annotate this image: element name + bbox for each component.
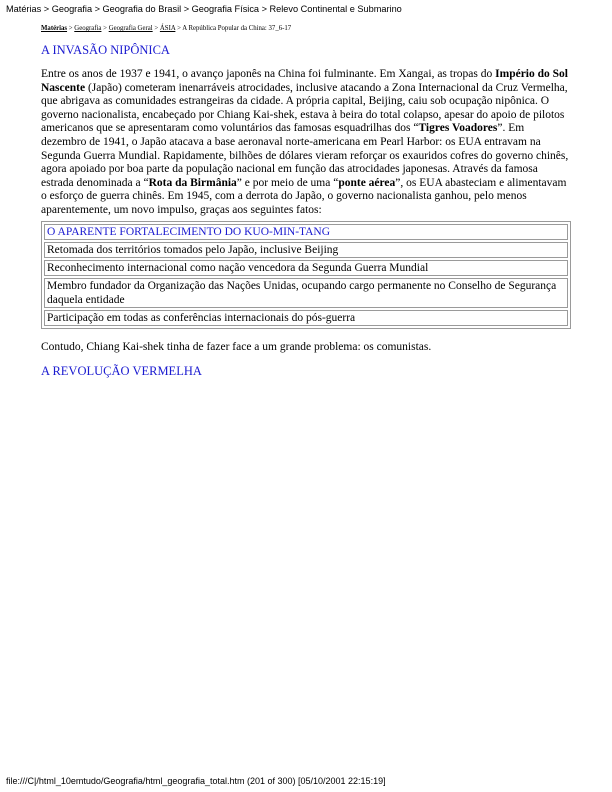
table-header-row <box>44 224 568 240</box>
breadcrumb-separator: > <box>67 25 75 32</box>
main-content <box>41 24 571 379</box>
breadcrumb <box>41 24 571 33</box>
body-paragraph <box>41 68 571 218</box>
breadcrumb-separator: > <box>101 25 109 32</box>
breadcrumb-link-geografia-geral[interactable]: Geografia Geral <box>108 25 153 32</box>
page-footer-url: file:///C|/html_10emtudo/Geografia/html_geografia_total.htm (201 of 300) [05/10/2001 22:15:19] <box>6 776 386 786</box>
table-row <box>44 310 568 326</box>
text-run: Entre os anos de 1937 e 1941, o avanço japonês na China foi fulminante. Em Xangai, as tropas do <box>41 68 496 80</box>
closing-paragraph: Contudo, Chiang Kai-shek tinha de fazer face a um grande problema: os comunistas. <box>41 340 432 353</box>
bold-term-imperio: Império do Sol Nascente <box>41 68 568 94</box>
bold-term-ponte: ponte aérea <box>338 176 396 189</box>
table-cell: Retomada dos territórios tomados pelo Japão, inclusive Beijing <box>44 242 568 258</box>
table-cell: Reconhecimento internacional como nação vencedora da Segunda Guerra Mundial <box>44 260 568 276</box>
page-header-path: Matérias > Geografia > Geografia do Brasil > Geografia Física > Relevo Continental e Submarino <box>6 4 402 14</box>
table-cell: Membro fundador da Organização das Nações Unidas, ocupando cargo permanente no Conselho de Segurança daquela entidade <box>44 278 568 308</box>
section-heading-revolucao: A REVOLUÇÃO VERMELHA <box>41 363 202 378</box>
facts-table <box>41 221 571 329</box>
breadcrumb-link-geografia[interactable]: Geografia <box>74 25 102 32</box>
table-header: O APARENTE FORTALECIMENTO DO KUO-MIN-TANG <box>44 224 568 240</box>
breadcrumb-separator: > <box>175 25 183 32</box>
text-run: ” e por meio de uma “ <box>236 176 339 189</box>
breadcrumb-link-asia[interactable]: ÁSIA <box>159 25 176 32</box>
bold-term-rota: Rota da Birmânia <box>148 176 237 189</box>
breadcrumb-current: A República Popular da China: 37_6-17 <box>182 25 292 32</box>
breadcrumb-link-materias[interactable]: Matérias <box>41 25 68 32</box>
text-run: ”. Em dezembro de 1941, o Japão atacava a base aeronaval norte-americana em Pearl Harbor: os EUA entravam na Segunda Guerra Mundial. Rapidamente, bilhões de dólares vieram reforçar os exauridos cofres do governo chinês, agora apoiado por boa parte da população nacional em função das atrocidades japonesas. Através da famosa estrada denominada a “ <box>41 122 569 189</box>
table-cell: Participação em todas as conferências internacionais do pós-guerra <box>44 310 568 326</box>
text-run: (Japão) cometeram inenarráveis atrocidades, inclusive atacando a Zona Internacional da Cruz Vermelha, que abrigava as comunidades estrangeiras da cidade. A própria capital, Beijing, caiu sob ocupação nipônica. O governo nacionalista, encabeçado por Chiang Kai-shek, estava à beira do total colapso, apesar do apoio de pilotos americanos que se apresentaram como voluntários das famosas esquadrilhas dos “ <box>41 81 568 135</box>
bold-term-tigres: Tigres Voadores <box>418 122 498 135</box>
table-row <box>44 260 568 276</box>
text-run: ”, os EUA abasteciam e alimentavam o esforço de guerra chinês. Em 1945, com a derrota do Japão, o governo nacionalista ganhou, pelo menos aparentemente, um novo impulso, graças aos seguintes fatos: <box>41 176 567 216</box>
table-row <box>44 242 568 258</box>
section-heading-invasao: A INVASÃO NIPÔNICA <box>41 43 170 57</box>
table-row <box>44 278 568 308</box>
breadcrumb-separator: > <box>152 25 160 32</box>
